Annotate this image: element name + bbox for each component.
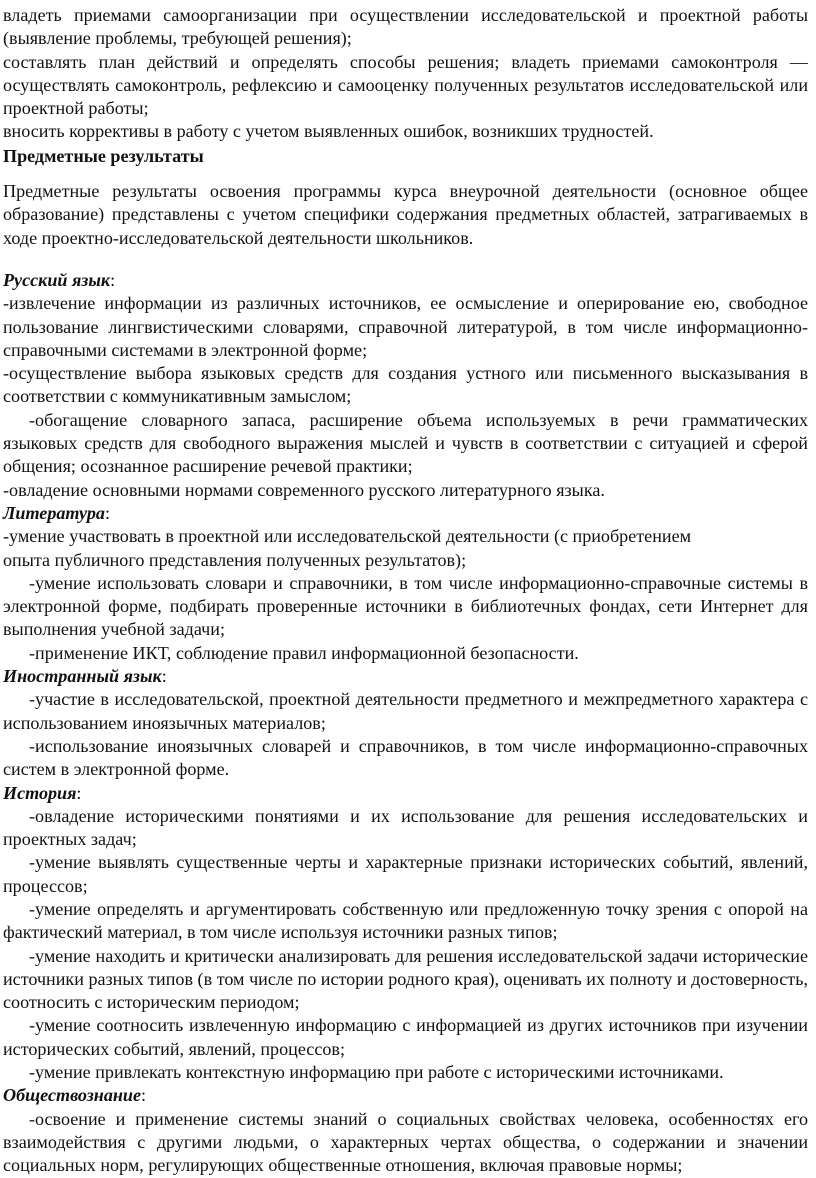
literature-heading-colon: : [104, 502, 110, 523]
history-item-5: -умение соотносить извлеченную информацию с информацией из других источников при изучении исторических событий, явлений, процессов; [3, 1015, 808, 1059]
literature-heading-text: Литература [3, 502, 105, 523]
russian-item-1: -извлечение информации из различных источников, ее осмысление и оперирование ею, свободное пользование лингвистическими словарями, справочной литературой, в том числе информационно-справочными системами в электронной форме; [3, 293, 808, 360]
history-item-1: -овладение историческими понятиями и их использование для решения исследовательских и проектных задач; [3, 805, 808, 850]
social-heading-text: Обществознание [3, 1085, 142, 1106]
social-heading-colon: : [141, 1085, 147, 1106]
history-heading-text: История [3, 782, 77, 803]
russian-heading-text: Русский язык [3, 269, 111, 290]
literature-item-3: -применение ИКТ, соблюдение правил информационной безопасности. [29, 642, 579, 663]
literature-heading [3, 502, 808, 525]
literature-item-2: -умение использовать словари и справочники, в том числе информационно-справочные системы в электронной форме, подбирать проверенные источники в библиотечных фондах, сети Интернет для выполнения учебной задачи; [3, 572, 808, 640]
social-item-1: -освоение и применение системы знаний о социальных свойствах человека, особенностях его взаимодействия с другими людьми, о характерных чертах общества, о содержании и значении социальных норм, регулирующих общественные отношения, включая правовые нормы; [3, 1108, 808, 1176]
russian-item-4: -овладение основными нормами современного русского литературного языка. [3, 479, 605, 500]
history-item-4: -умение находить и критически анализировать для решения исследовательской задачи исторические источники разных типов (в том числе по истории родного края), оценивать их полноту и достоверность, соотносить с историческим периодом; [3, 945, 808, 1013]
russian-item-3: -обогащение словарного запаса, расширение объема используемых в речи грамматических языковых средств для свободного выражения мыслей и чувств в соответствии с ситуацией и сферой общения; осознанное расширение речевой практики; [3, 409, 808, 477]
intro-paragraph-3: вносить коррективы в работу с учетом выявленных ошибок, возникших трудностей. [3, 121, 654, 142]
intro-paragraph-2: составлять план действий и определять способы решения; владеть приемами самоконтроля — осуществлять самоконтроль, рефлексию и самооценку полученных результатов исследовательской или проектной работы; [3, 51, 808, 119]
history-item-3: -умение определять и аргументировать собственную или предложенную точку зрения с опорой на фактический материал, в том числе используя источники разных типов; [3, 898, 808, 943]
russian-item-2: -осуществление выбора языковых средств для создания устного или письменного высказывания в соответствии с коммуникативным замыслом; [3, 363, 808, 407]
subject-results-heading: Предметные результаты [3, 145, 204, 166]
history-heading [3, 782, 808, 805]
history-heading-colon: : [76, 782, 82, 803]
history-item-2: -умение выявлять существенные черты и характерные признаки исторических событий, явлений, процессов; [3, 852, 808, 896]
literature-item-1-line-1: -умение участвовать в проектной или исследовательской деятельности (с приобретением [3, 526, 692, 547]
social-heading [3, 1084, 808, 1107]
foreign-heading-text: Иностранный язык [3, 666, 162, 687]
subject-results-paragraph: Предметные результаты освоения программы курса внеурочной деятельности (основное общее образование) представлены с учетом специфики содержания предметных областей, затрагиваемых в ходе проектно-исследовательской деятельности школьников. [3, 181, 808, 248]
foreign-heading [3, 665, 808, 688]
russian-heading-colon: : [110, 269, 116, 290]
foreign-item-2: -использование иноязычных словарей и справочников, в том числе информационно-справочных систем в электронной форме. [3, 735, 808, 780]
literature-item-1-line-2: опыта публичного представления полученных результатов); [3, 549, 467, 570]
intro-paragraph-1: владеть приемами самоорганизации при осуществлении исследовательской и проектной работы (выявление проблемы, требующей решения); [3, 5, 808, 49]
history-item-6: -умение привлекать контекстную информацию при работе с историческими источниками. [29, 1062, 724, 1083]
foreign-item-1: -участие в исследовательской, проектной деятельности предметного и межпредметного характера с использованием иноязычных материалов; [3, 689, 808, 733]
foreign-heading-colon: : [161, 666, 167, 687]
russian-heading [3, 269, 808, 292]
